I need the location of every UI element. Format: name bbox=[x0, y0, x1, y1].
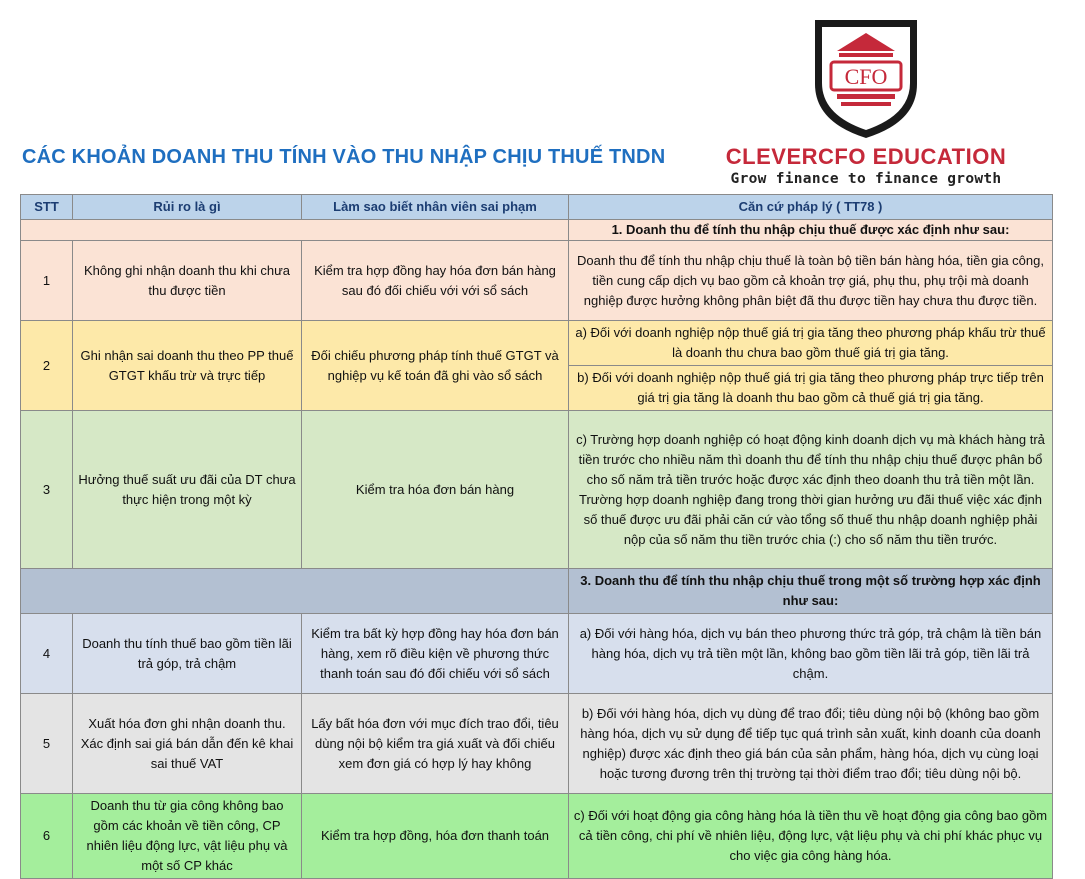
svg-text:CFO: CFO bbox=[844, 64, 888, 89]
row-legal: c) Trường hợp doanh nghiệp có hoạt động kinh doanh dịch vụ mà khách hàng trả tiền trước cho nhiều năm thì doanh thu để tính thu nhập chịu thuế được phân bổ cho số năm trả tiền trước hoặc được xác định theo doanh thu trả tiền một lần. Trường hợp doanh nghiệp đang trong thời gian hưởng ưu đãi thuế việc xác định số thuế được ưu đãi phải căn cứ vào tổng số thuế thu nhập doanh nghiệp phải nộp của số năm thu tiền trước chia (:) cho số năm thu tiền trước. bbox=[569, 411, 1053, 569]
row-risk: Ghi nhận sai doanh thu theo PP thuế GTGT khấu trừ và trực tiếp bbox=[73, 321, 302, 411]
row-legal-b: b) Đối với doanh nghiệp nộp thuế giá trị gia tăng theo phương pháp trực tiếp trên giá trị gia tăng là doanh thu bao gồm cả thuế giá trị gia tăng. bbox=[569, 366, 1053, 411]
header-detect: Làm sao biết nhân viên sai phạm bbox=[302, 195, 569, 220]
row-risk: Hưởng thuế suất ưu đãi của DT chưa thực hiện trong một kỳ bbox=[73, 411, 302, 569]
header-stt: STT bbox=[21, 195, 73, 220]
clevercfo-logo bbox=[725, 18, 1007, 190]
row-legal: a) Đối với hàng hóa, dịch vụ bán theo phương thức trả góp, trả chậm là tiền bán hàng hóa, dịch vụ trả tiền một lần, không bao gồm tiền lãi trả góp, tiền lãi trả chậm. bbox=[569, 614, 1053, 694]
table-row bbox=[21, 694, 1053, 794]
row-stt: 4 bbox=[21, 614, 73, 694]
row-risk: Doanh thu từ gia công không bao gồm các khoản về tiền công, CP nhiên liệu động lực, vật liệu phụ và một số CP khác bbox=[73, 794, 302, 879]
section-1-spacer bbox=[21, 220, 569, 241]
row-stt: 2 bbox=[21, 321, 73, 411]
table-row bbox=[21, 794, 1053, 879]
row-detect: Kiểm tra hóa đơn bán hàng bbox=[302, 411, 569, 569]
row-stt: 5 bbox=[21, 694, 73, 794]
table-row bbox=[21, 241, 1053, 321]
section-1-title: 1. Doanh thu để tính thu nhập chịu thuế được xác định như sau: bbox=[569, 220, 1053, 241]
brand-tagline: Grow finance to finance growth bbox=[730, 171, 1002, 187]
row-detect: Kiểm tra hợp đồng hay hóa đơn bán hàng sau đó đối chiếu với với sổ sách bbox=[302, 241, 569, 321]
cfo-shield-emblem bbox=[811, 18, 921, 140]
table-row bbox=[21, 321, 1053, 366]
row-stt: 1 bbox=[21, 241, 73, 321]
header-risk: Rủi ro là gì bbox=[73, 195, 302, 220]
section-3-title: 3. Doanh thu để tính thu nhập chịu thuế trong một số trường hợp xác định như sau: bbox=[569, 569, 1053, 614]
row-legal: b) Đối với hàng hóa, dịch vụ dùng để trao đổi; tiêu dùng nội bộ (không bao gồm hàng hóa, dịch vụ sử dụng để tiếp tục quá trình sản xuất, kinh doanh của doanh nghiệp) được xác định theo giá bán của sản phẩm, hàng hóa, dịch vụ cùng loại hoặc tương đương trên thị trường tại thời điểm trao đổi; tiêu dùng nội bộ. bbox=[569, 694, 1053, 794]
section-3-row bbox=[21, 569, 1053, 614]
section-3-spacer bbox=[21, 569, 569, 614]
row-legal: c) Đối với hoạt động gia công hàng hóa là tiền thu về hoạt động gia công bao gồm cả tiền công, chi phí về nhiên liệu, động lực, vật liệu phụ và chi phí khác phục vụ cho việc gia công hàng hóa. bbox=[569, 794, 1053, 879]
page-title: CÁC KHOẢN DOANH THU TÍNH VÀO THU NHẬP CHỊU THUẾ TNDN bbox=[22, 146, 666, 168]
row-risk: Doanh thu tính thuế bao gồm tiền lãi trả góp, trả chậm bbox=[73, 614, 302, 694]
brand-name: CLEVERCFO EDUCATION bbox=[725, 144, 1007, 169]
row-risk: Không ghi nhận doanh thu khi chưa thu được tiền bbox=[73, 241, 302, 321]
row-detect: Kiểm tra bất kỳ hợp đồng hay hóa đơn bán hàng, xem rõ điều kiện về phương thức thanh toán sau đó đối chiếu với sổ sách bbox=[302, 614, 569, 694]
row-detect: Lấy bất hóa đơn với mục đích trao đổi, tiêu dùng nội bộ kiểm tra giá xuất và đối chiếu xem đơn giá có hợp lý hay không bbox=[302, 694, 569, 794]
row-stt: 3 bbox=[21, 411, 73, 569]
revenue-tax-table bbox=[20, 194, 1053, 879]
table-header-row bbox=[21, 195, 1053, 220]
row-detect: Đối chiếu phương pháp tính thuế GTGT và nghiệp vụ kế toán đã ghi vào sổ sách bbox=[302, 321, 569, 411]
table-row bbox=[21, 411, 1053, 569]
row-stt: 6 bbox=[21, 794, 73, 879]
section-1-row bbox=[21, 220, 1053, 241]
header-legal: Căn cứ pháp lý ( TT78 ) bbox=[569, 195, 1053, 220]
row-risk: Xuất hóa đơn ghi nhận doanh thu. Xác định sai giá bán dẫn đến kê khai sai thuế VAT bbox=[73, 694, 302, 794]
row-legal-a: a) Đối với doanh nghiệp nộp thuế giá trị gia tăng theo phương pháp khấu trừ thuế là doanh thu chưa bao gồm thuế giá trị gia tăng. bbox=[569, 321, 1053, 366]
row-legal: Doanh thu để tính thu nhập chịu thuế là toàn bộ tiền bán hàng hóa, tiền gia công, tiền cung cấp dịch vụ bao gồm cả khoản trợ giá, phụ thu, phụ trội mà doanh nghiệp được hưởng không phân biệt đã thu được tiền hay chưa thu được tiền. bbox=[569, 241, 1053, 321]
table-row bbox=[21, 614, 1053, 694]
row-detect: Kiểm tra hợp đồng, hóa đơn thanh toán bbox=[302, 794, 569, 879]
